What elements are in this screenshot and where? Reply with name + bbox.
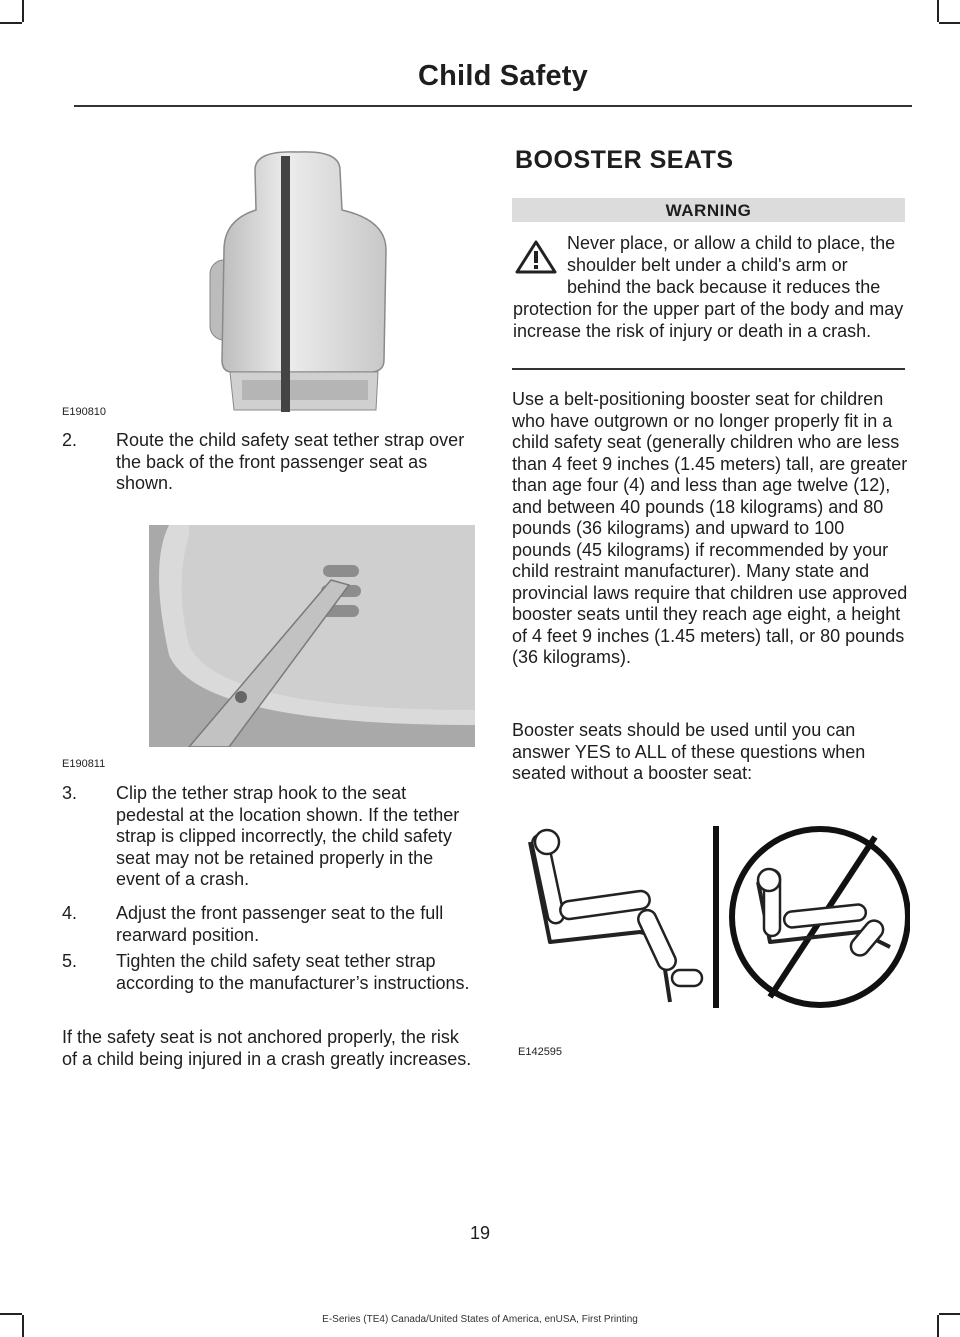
page-number: 19 [469, 1223, 491, 1243]
step-number: 2. [62, 430, 78, 450]
warning-rule [512, 368, 905, 370]
step-number: 3. [62, 783, 78, 803]
seat-back-illustration [150, 150, 475, 415]
step-item [62, 951, 476, 1017]
body-paragraph: Use a belt-positioning booster seat for children who have outgrown or no longer properly fit in a child safety seat (generally children who are less than 4 feet 9 inches (1.45 meters) tall, are greater than age four (4) and less than age twelve (12), and between 40 pounds (18 kilograms) and 80 pounds (36 kilograms) and upward to 100 pounds (45 kilograms) if recommended by your child restraint manufacturer). Many state and provincial laws require that children use approved booster seats until they reach age eight, a height of 4 feet 9 inches (1.45 meters) tall, or 80 pounds (36 kilograms). [512, 389, 908, 667]
warning-icon [513, 232, 565, 298]
section-title: BOOSTER SEATS [515, 146, 734, 174]
figure-code: E142595 [518, 1046, 563, 1058]
step-item [62, 430, 476, 496]
step-text: Tighten the child safety seat tether strap according to the manufacturer’s instructions. [116, 951, 470, 993]
warning-box [513, 232, 906, 342]
figure-code: E190810 [62, 406, 107, 418]
footer-text: E-Series (TE4) Canada/United States of America, enUSA, First Printing [322, 1314, 638, 1325]
step-text: Adjust the front passenger seat to the full rearward position. [116, 903, 444, 945]
tether-strap-illustration [149, 525, 475, 747]
crop-mark [937, 0, 939, 22]
figure-code: E190811 [62, 758, 106, 770]
step-text: Route the child safety seat tether strap over the back of the front passenger seat as shown. [116, 430, 465, 493]
header-rule [74, 105, 912, 107]
crop-mark [0, 22, 22, 24]
step-item [62, 783, 476, 893]
warning-text: Never place, or allow a child to place, the shoulder belt under a child's arm or behind the back because it reduces the protection for the upper part of the body and may increase the risk of injury or death in a crash. [513, 233, 904, 341]
warning-label: WARNING [512, 198, 905, 222]
step-number: 4. [62, 903, 78, 923]
page-title: Child Safety [418, 60, 588, 92]
booster-posture-illustration [520, 822, 910, 1012]
crop-mark [939, 22, 960, 24]
step-text: Clip the tether strap hook to the seat pedestal at the location shown. If the tether strap is clipped incorrectly, the child safety seat may not be retained properly in the event of a crash. [116, 783, 460, 889]
closing-paragraph: If the safety seat is not anchored properly, the risk of a child being injured in a crash greatly increases. [62, 1027, 472, 1069]
step-number: 5. [62, 951, 78, 971]
crop-mark [22, 0, 24, 22]
step-item [62, 903, 476, 947]
body-paragraph: Booster seats should be used until you can answer YES to ALL of these questions when seated without a booster seat: [512, 720, 866, 783]
